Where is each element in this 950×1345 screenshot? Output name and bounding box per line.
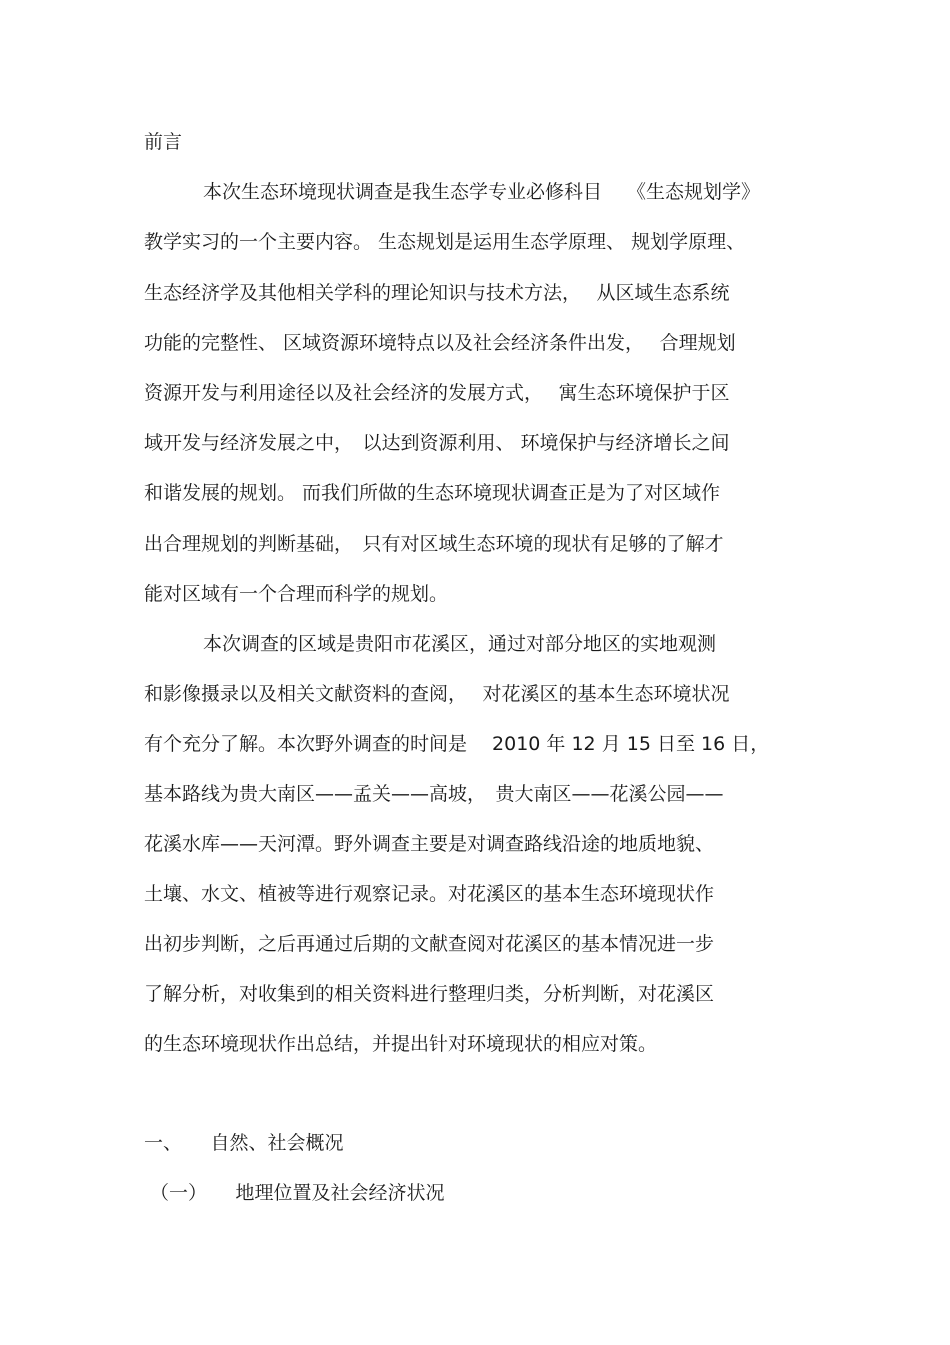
paragraph-line: 和谐发展的规划。 而我们所做的生态环境现状调查正是为了对区域作 (144, 482, 721, 504)
paragraph-line: 了解分析，对收集到的相关资料进行整理归类，分析判断，对花溪区 (144, 983, 715, 1005)
paragraph-line: 功能的完整性、 区域资源环境特点以及社会经济条件出发， 合理规划 (144, 332, 736, 354)
paragraph-line: 能对区域有一个合理而科学的规划。 (144, 583, 449, 605)
paragraph-line: 出初步判断，之后再通过后期的文献查阅对花溪区的基本情况进一步 (144, 933, 715, 955)
subsection-heading: （一） 地理位置及社会经济状况 (150, 1182, 445, 1204)
paragraph-line: 和影像摄录以及相关文献资料的查阅， 对花溪区的基本生态环境状况 (144, 683, 730, 705)
paragraph-line: 本次生态环境现状调查是我生态学专业必修科目 《生态规划学》 (203, 181, 761, 203)
paragraph-line: 花溪水库——天河潭。野外调查主要是对调查路线沿途的地质地貌、 (144, 833, 715, 855)
preface-title: 前言 (144, 131, 183, 153)
paragraph-line: 生态经济学及其他相关学科的理论知识与技术方法， 从区域生态系统 (144, 282, 730, 304)
section-heading: 一、 自然、社会概况 (144, 1132, 344, 1154)
paragraph-line: 有个充分了解。本次野外调查的时间是 2010 年 12 月 15 日至 16 日， (144, 733, 770, 755)
paragraph-line: 土壤、水文、植被等进行观察记录。对花溪区的基本生态环境现状作 (144, 883, 715, 905)
paragraph-line: 本次调查的区域是贵阳市花溪区，通过对部分地区的实地观测 (203, 633, 717, 655)
paragraph-line: 资源开发与利用途径以及社会经济的发展方式， 寓生态环境保护于区 (144, 382, 730, 404)
paragraph-line: 教学实习的一个主要内容。 生态规划是运用生态学原理、 规划学原理、 (144, 231, 746, 253)
paragraph-line: 的生态环境现状作出总结，并提出针对环境现状的相应对策。 (144, 1033, 658, 1055)
paragraph-line: 基本路线为贵大南区——孟关——高坡， 贵大南区——花溪公园—— (144, 783, 724, 805)
paragraph-line: 域开发与经济发展之中， 以达到资源利用、 环境保护与经济增长之间 (144, 432, 730, 454)
paragraph-line: 出合理规划的判断基础， 只有对区域生态环境的现状有足够的了解才 (144, 533, 724, 555)
